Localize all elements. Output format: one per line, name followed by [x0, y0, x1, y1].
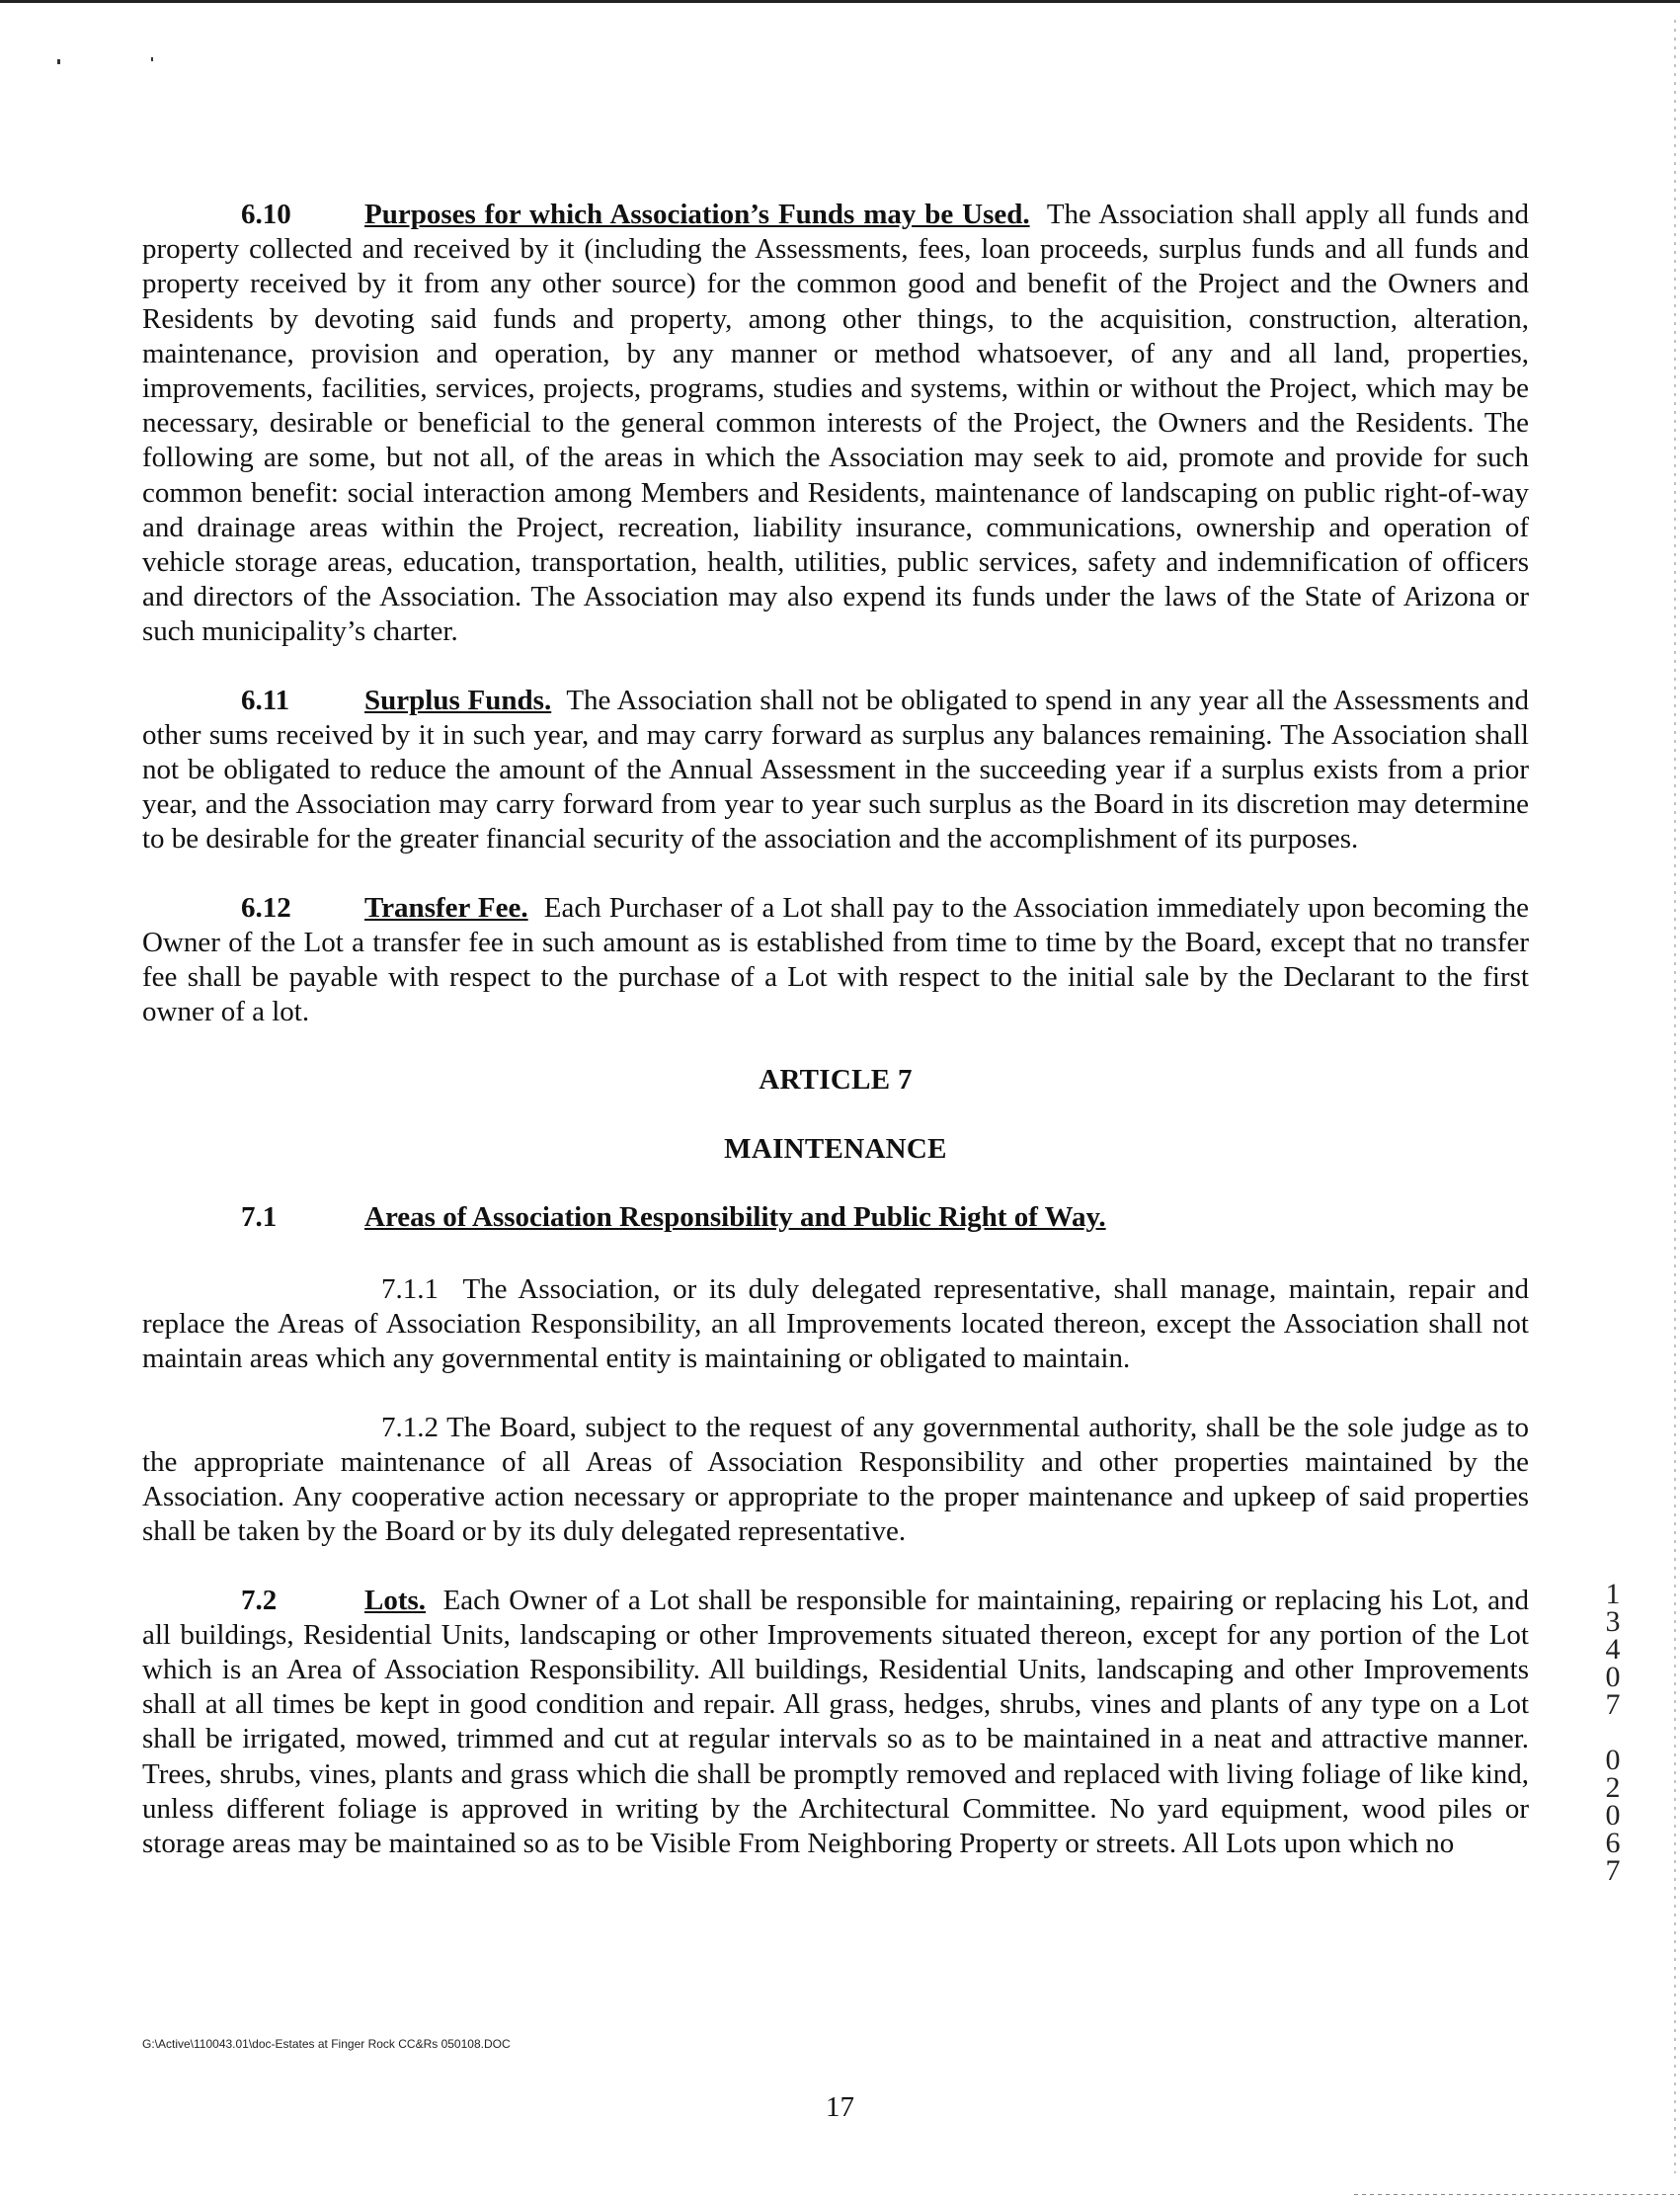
section-text: Each Purchaser of a Lot shall pay to the Association immediately upon becoming the Owner of the Lot a transfer fee in such amount as is established from time to time by the Board, except that no transfer fee shall be payable with respect to the purchase of a Lot with respect to the initial sale by the Declarant to the first owner of a lot. [142, 891, 1529, 1028]
section-number: 6.12 [241, 891, 291, 924]
section-heading: Areas of Association Responsibility and Public Right of Way. [364, 1200, 1106, 1233]
section-6-12 [142, 891, 1529, 1030]
stamp-digit: 2 [1605, 1771, 1621, 1804]
stamp-digit: 0 [1605, 1799, 1621, 1832]
section-text: Each Owner of a Lot shall be responsible for maintaining, repairing or replacing his Lot, and all buildings, Residential Units, landscaping or other Improvements situated thereon, except for any portion of the Lot which is an Area of Association Responsibility. All buildings, Residential Units, landscaping and other Improvements shall at all times be kept in good condition and repair. All grass, hedges, shrubs, vines and plants of any type on a Lot shall be irrigated, mowed, trimmed and cut at regular intervals so as to be maintained in a neat and attractive manner. Trees, shrubs, vines, plants and grass which die shall be promptly removed and replaced with living foliage of like kind, unless different foliage is approved in writing by the Architectural Committee. No yard equipment, wood piles or storage areas may be maintained so as to be Visible From Neighboring Property or streets. All Lots upon which no [142, 1584, 1529, 1859]
stamp-digit: 4 [1605, 1633, 1621, 1666]
section-heading: Surplus Funds. [364, 684, 552, 716]
scan-top-border [0, 0, 1680, 3]
section-heading: Lots. [364, 1584, 427, 1616]
stamp-digit: 0 [1605, 1661, 1621, 1693]
section-heading: Purposes for which Association’s Funds may be Used. [364, 199, 1030, 230]
page-number: 17 [826, 2091, 854, 2123]
stamp-digit: 3 [1605, 1605, 1621, 1638]
scan-bottom-edge [1354, 2194, 1680, 2195]
section-6-11 [142, 684, 1529, 857]
footer-file-path: G:\Active\110043.01\doc-Estates at Finger Rock CC&Rs 050108.DOC [142, 2037, 511, 2051]
subsection-number: 7.1.1 [381, 1273, 439, 1306]
scan-speck [57, 59, 60, 64]
stamp-digit: 1 [1605, 1578, 1621, 1610]
document-body [142, 198, 1529, 1895]
subsection-text: The Association, or its duly delegated representative, shall manage, maintain, repair and replace the Areas of Association Responsibility, an all Improvements located thereon, except the Association shall not maintain areas which any governmental entity is maintaining or obligated to maintain. [142, 1273, 1529, 1375]
section-number: 7.2 [241, 1584, 278, 1616]
article-title: MAINTENANCE [724, 1132, 947, 1165]
subsection-text: The Board, subject to the request of any governmental authority, shall be the sole judge as to the appropriate maintenance of all Areas of Association Responsibility and other properties maintained by the Association. Any cooperative action necessary or appropriate to the proper maintenance and upkeep of said properties shall be taken by the Board or by its duly delegated representative. [142, 1411, 1529, 1548]
scan-speck [151, 57, 153, 61]
section-text: The Association shall not be obligated to spend in any year all the Assessments and other sums received by it in such year, and may carry forward as surplus any balances remaining. The Association shall not be obligated to reduce the amount of the Annual Assessment in the succeeding year if a surplus exists from a prior year, and the Association may carry forward from year to year such surplus as the Board in its discretion may determine to be desirable for the greater financial security of the association and the accomplishment of its purposes. [142, 684, 1529, 856]
section-number: 7.1 [241, 1200, 278, 1233]
section-7-1 [142, 1200, 1529, 1235]
section-heading: Transfer Fee. [364, 891, 528, 924]
stamp-digit: 7 [1605, 1688, 1621, 1721]
recording-number-stamp [1595, 1578, 1631, 1887]
subsection-number: 7.1.2 [381, 1411, 439, 1443]
stamp-digit: 7 [1605, 1854, 1621, 1887]
section-6-10 [142, 198, 1529, 650]
subsection-7-1-2 [142, 1411, 1529, 1550]
section-7-2 [142, 1584, 1529, 1862]
section-text: The Association shall apply all funds and property collected and received by it (including the Assessments, fees, loan proceeds, surplus funds and all funds and property received by it from any other source) for the common good and benefit of the Project and the Owners and Residents by devoting said funds and property, among other things, to the acquisition, construction, alteration, maintenance, provision and operation, by any manner or method whatsoever, of any and all land, properties, improvements, facilities, services, projects, programs, studies and systems, within or without the Project, which may be necessary, desirable or beneficial to the general common interests of the Project, the Owners and the Residents. The following are some, but not all, of the areas in which the Association may seek to aid, promote and provide for such common benefit: social interaction among Members and Residents, maintenance of landscaping on public right-of-way and drainage areas within the Project, recreation, liability insurance, communications, ownership and operation of vehicle storage areas, education, transportation, health, utilities, public services, safety and indemnification of officers and directors of the Association. The Association may also expend its funds under the laws of the State of Arizona or such municipality’s charter. [142, 199, 1529, 648]
section-number: 6.11 [241, 684, 290, 716]
section-number: 6.10 [241, 199, 291, 230]
subsection-7-1-1 [142, 1272, 1529, 1377]
scan-right-edge [1674, 20, 1676, 2173]
stamp-digit: 6 [1605, 1827, 1621, 1859]
stamp-digit: 0 [1605, 1744, 1621, 1776]
article-label: ARTICLE 7 [759, 1064, 913, 1097]
